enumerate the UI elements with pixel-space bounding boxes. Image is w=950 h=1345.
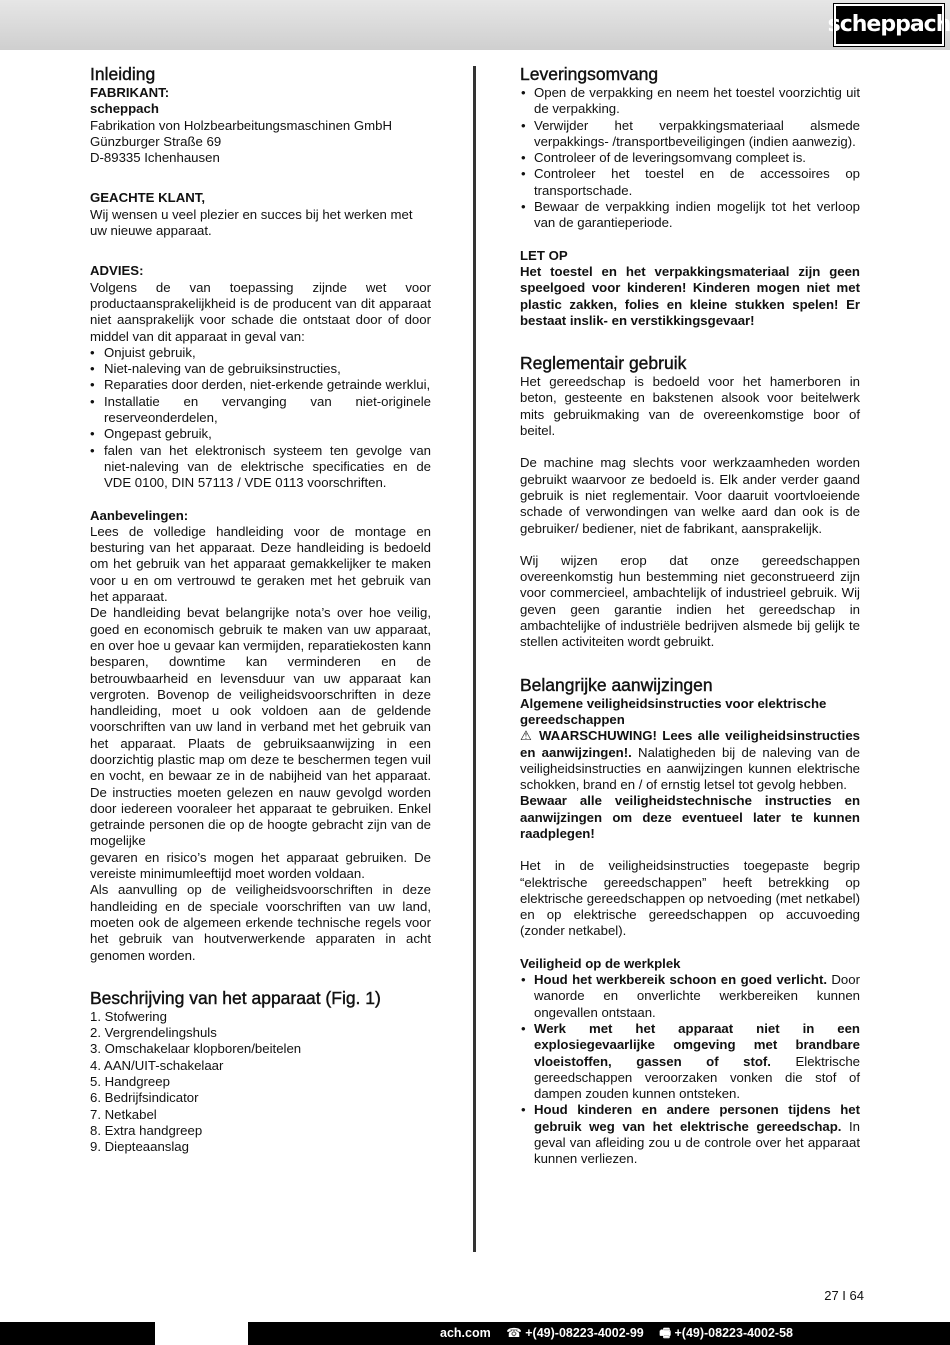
item-text: In geval van afleiding zou u de controle over het apparaat kunnen verliezen. — [534, 1118, 860, 1167]
workplace-title: Veiligheid op de werkplek — [520, 955, 681, 971]
list-item: 9. Diepteaanslag — [90, 1139, 189, 1155]
footer-contact — [440, 1325, 805, 1341]
list-item: 6. Bedrijfsindicator — [90, 1090, 199, 1106]
list-item: 7. Netkabel — [90, 1106, 157, 1122]
attention-label: LET OP — [520, 247, 568, 263]
recommend-paragraph: Als aanvulling op de veiligheidsvoorschriften in deze handleiding en de speciale voorschriften van uw land, moeten ook de algemeen erkende technische regels voor het gebruik van houtverwerkende apparaten in acht genomen worden. — [90, 882, 431, 963]
column-divider — [473, 66, 476, 1252]
list-item: 8. Extra handgreep — [90, 1122, 203, 1138]
list-item: • Niet-naleving van de gebruiksinstructies, — [90, 361, 431, 377]
address-line: Günzburger Straße 69 — [90, 133, 222, 149]
list-item: • Bewaar de verpakking indien mogelijk tot het verloop van de garantieperiode. — [520, 199, 860, 232]
description-title: Beschrijving van het apparaat (Fig. 1) — [90, 987, 381, 1008]
item-bold: Houd kinderen en andere personen tijdens het gebruik weg van het elektrische gereedschap. — [534, 1102, 860, 1134]
list-item: 2. Vergrendelingshuls — [90, 1025, 217, 1041]
list-item: 4. AAN/UIT-schakelaar — [90, 1057, 224, 1073]
footer-bar — [0, 1322, 950, 1345]
list-item — [520, 972, 860, 1021]
address-line: Fabrikation von Holzbearbeitungsmaschinen GmbH — [90, 117, 392, 133]
warning-paragraph — [520, 728, 860, 793]
notes-subtitle: Algemene veiligheidsinstructies voor elektrische gereedschappen — [520, 695, 827, 727]
page-number: 27 I 64 — [824, 1288, 864, 1303]
list-item: • Ongepast gebruik, — [90, 426, 431, 442]
footer-fax: 🖷 +(49)-08223-4002-58 — [659, 1326, 793, 1340]
advice-list — [90, 345, 431, 492]
item-bold: Werk met het apparaat niet in een explosiegevaarlijke omgeving met brandbare vloeistoffen, gassen of stof. — [534, 1020, 860, 1069]
scheppach-logo: scheppach — [834, 4, 944, 46]
address-line: D-89335 Ichenhausen — [90, 150, 220, 166]
item-text: Elektrische gereedschappen veroorzaken vonken die stof of dampen zouden kunnen ontsteken. — [534, 1053, 860, 1102]
warning-text: Nalatigheden bij de naleving van de veiligheidsinstructies en aanwijzingen kunnen elektrische schokken, brand en / of ernstig letsel tot gevolg hebben. — [520, 744, 860, 793]
use-paragraph: De machine mag slechts voor werkzaamheden worden gebruikt waarvoor ze bedoeld is. Elk ander verder gaand gebruik is niet reglementair. Voor daaruit voortvloeiende schade of verwondingen van welke aard dan ook is de gebruiker/ bediener, niet de fabrikant, aansprakelijk. — [520, 455, 860, 536]
use-paragraph: Wij wijzen erop dat onze gereedschappen overeenkomstig hun bestemming niet geconstrueerd zijn voor commercieel, ambachtelijk of industrieel gebruik. Wij geven geen garantie indien het gereedschap in ambachtelijke of industriële bedrijven alsmede bij gelijk te stellen activiteiten wordt gebruikt. — [520, 552, 860, 650]
recommend-paragraph: gevaren en risico’s mogen het apparaat gebruiken. De vereiste minimumleeftijd moet worden voldaan. — [90, 849, 431, 882]
manufacturer-name: scheppach — [90, 101, 159, 117]
right-column — [520, 64, 860, 1168]
list-item: • Reparaties door derden, niet-erkende getrainde werklui, — [90, 377, 431, 393]
notes-title: Belangrijke aanwijzingen — [520, 674, 713, 695]
footer-white-block — [155, 1322, 248, 1345]
keep-instructions: Bewaar alle veiligheidstechnische instructies en aanwijzingen om deze eventueel later te kunnen raadplegen! — [520, 793, 860, 841]
workplace-list — [520, 972, 860, 1168]
list-item: • falen van het elektronisch systeem ten gevolge van niet-naleving van de elektrische specificaties en de VDE 0100, DIN 57113 / VDE 0113 voorschriften. — [90, 443, 431, 492]
advice-text: Volgens de van toepassing zijnde wet voor productaansprakelijkheid is de producent van dit apparaat niet aansprakelijk voor schade die ontstaat door of door middel van dit apparaat in geval van: — [90, 279, 431, 344]
customer-label: GEACHTE KLANT, — [90, 190, 206, 206]
list-item: • Onjuist gebruik, — [90, 345, 431, 361]
list-item: • Installatie en vervanging van niet-originele reserveonderdelen, — [90, 394, 431, 427]
footer-website: ach.com — [440, 1326, 491, 1340]
term-paragraph: Het in de veiligheidsinstructies toegepaste begrip “elektrische gereedschappen” heeft betrekking op elektrische gereedschappen op netvoeding (met netkabel) en op elektrische gereedschappen op accuvoeding (zonder netkabel). — [520, 858, 860, 939]
list-item — [520, 1102, 860, 1167]
manufacturer-label: FABRIKANT: — [90, 85, 170, 100]
list-item: 1. Stofwering — [90, 1008, 167, 1024]
left-column — [90, 64, 431, 1156]
use-title: Reglementair gebruik — [520, 353, 687, 374]
item-text: Door wanorde en onverlichte werkbereiken kunnen ongevallen ontstaan. — [534, 972, 860, 1020]
list-item: • Verwijder het verpakkingsmateriaal alsmede verpakkings- /transportbeveiligingen (indien aanwezig). — [520, 118, 860, 151]
footer-phone: ☎ +(49)-08223-4002-99 — [506, 1326, 644, 1340]
warning-bold: ⚠ WAARSCHUWING! Lees alle veiligheidsinstructies en aanwijzingen!. — [520, 728, 860, 760]
delivery-list — [520, 85, 860, 232]
customer-text: Wij wensen u veel plezier en succes bij het werken met uw nieuwe apparaat. — [90, 206, 413, 239]
item-bold: Houd het werkbereik schoon en goed verlicht. — [534, 972, 828, 988]
list-item — [520, 1021, 860, 1102]
list-item: • Controleer het toestel en de accessoires op transportschade. — [520, 166, 860, 199]
list-item: • Open de verpakking en neem het toestel voorzichtig uit de verpakking. — [520, 85, 860, 118]
recommend-paragraph: Lees de volledige handleiding voor de montage en besturing van het apparaat. Deze handleiding is bedoeld om het gebruik van het apparaat gemakkelijker te maken voor u en om vertrouwd te geraken met het gebruik van het apparaat. — [90, 523, 431, 605]
attention-text: Het toestel en het verpakkingsmateriaal zijn geen speelgoed voor kinderen! Kinderen mogen niet met plastic zakken, folies en kleine stukken spelen! Er bestaat inslik- en verstikkingsgevaar! — [520, 263, 860, 328]
parts-list — [90, 1009, 431, 1156]
list-item: 5. Handgreep — [90, 1074, 170, 1090]
header-bar — [0, 0, 950, 50]
recommend-label: Aanbevelingen: — [90, 507, 189, 523]
use-paragraph: Het gereedschap is bedoeld voor het hamerboren in beton, gesteente en bakstenen alsook voor beitelwerk mits gebruikmaking van de overeenkomstige boor of beitel. — [520, 374, 860, 439]
advice-label: ADVIES: — [90, 263, 144, 279]
intro-title: Inleiding — [90, 64, 156, 84]
list-item: • Controleer of de leveringsomvang compleet is. — [520, 150, 860, 166]
recommend-paragraph: De handleiding bevat belangrijke nota’s over hoe veilig, goed en economisch gebruik te maken van uw apparaat, en over hoe u gevaar kan vermijden, reparatiekosten kann besparen, downtime kan verminderen en de betrouwbaarheid en levensduur van uw apparaat kan vergroten. Bovenop de veiligheidsvoorschriften in deze handleiding, moet u ook voldoen aan de geldende voorschriften van uw land in verband met het gebruik van het apparaat. Plaats de gebruiksaanwijzing in een doorzichtig plastic map om deze te beschermen tegen vuil en vocht, en bewaar ze in de nabijheid van het apparaat. De instructies moeten gelezen en nauw gevolgd worden door iedereen vooraleer het apparaat te gebruiken. Enkel getrainde personen die op de hoogte gebracht zijn van de mogelijke — [90, 605, 431, 849]
list-item: 3. Omschakelaar klopboren/beitelen — [90, 1041, 302, 1057]
delivery-title: Leveringsomvang — [520, 64, 659, 84]
